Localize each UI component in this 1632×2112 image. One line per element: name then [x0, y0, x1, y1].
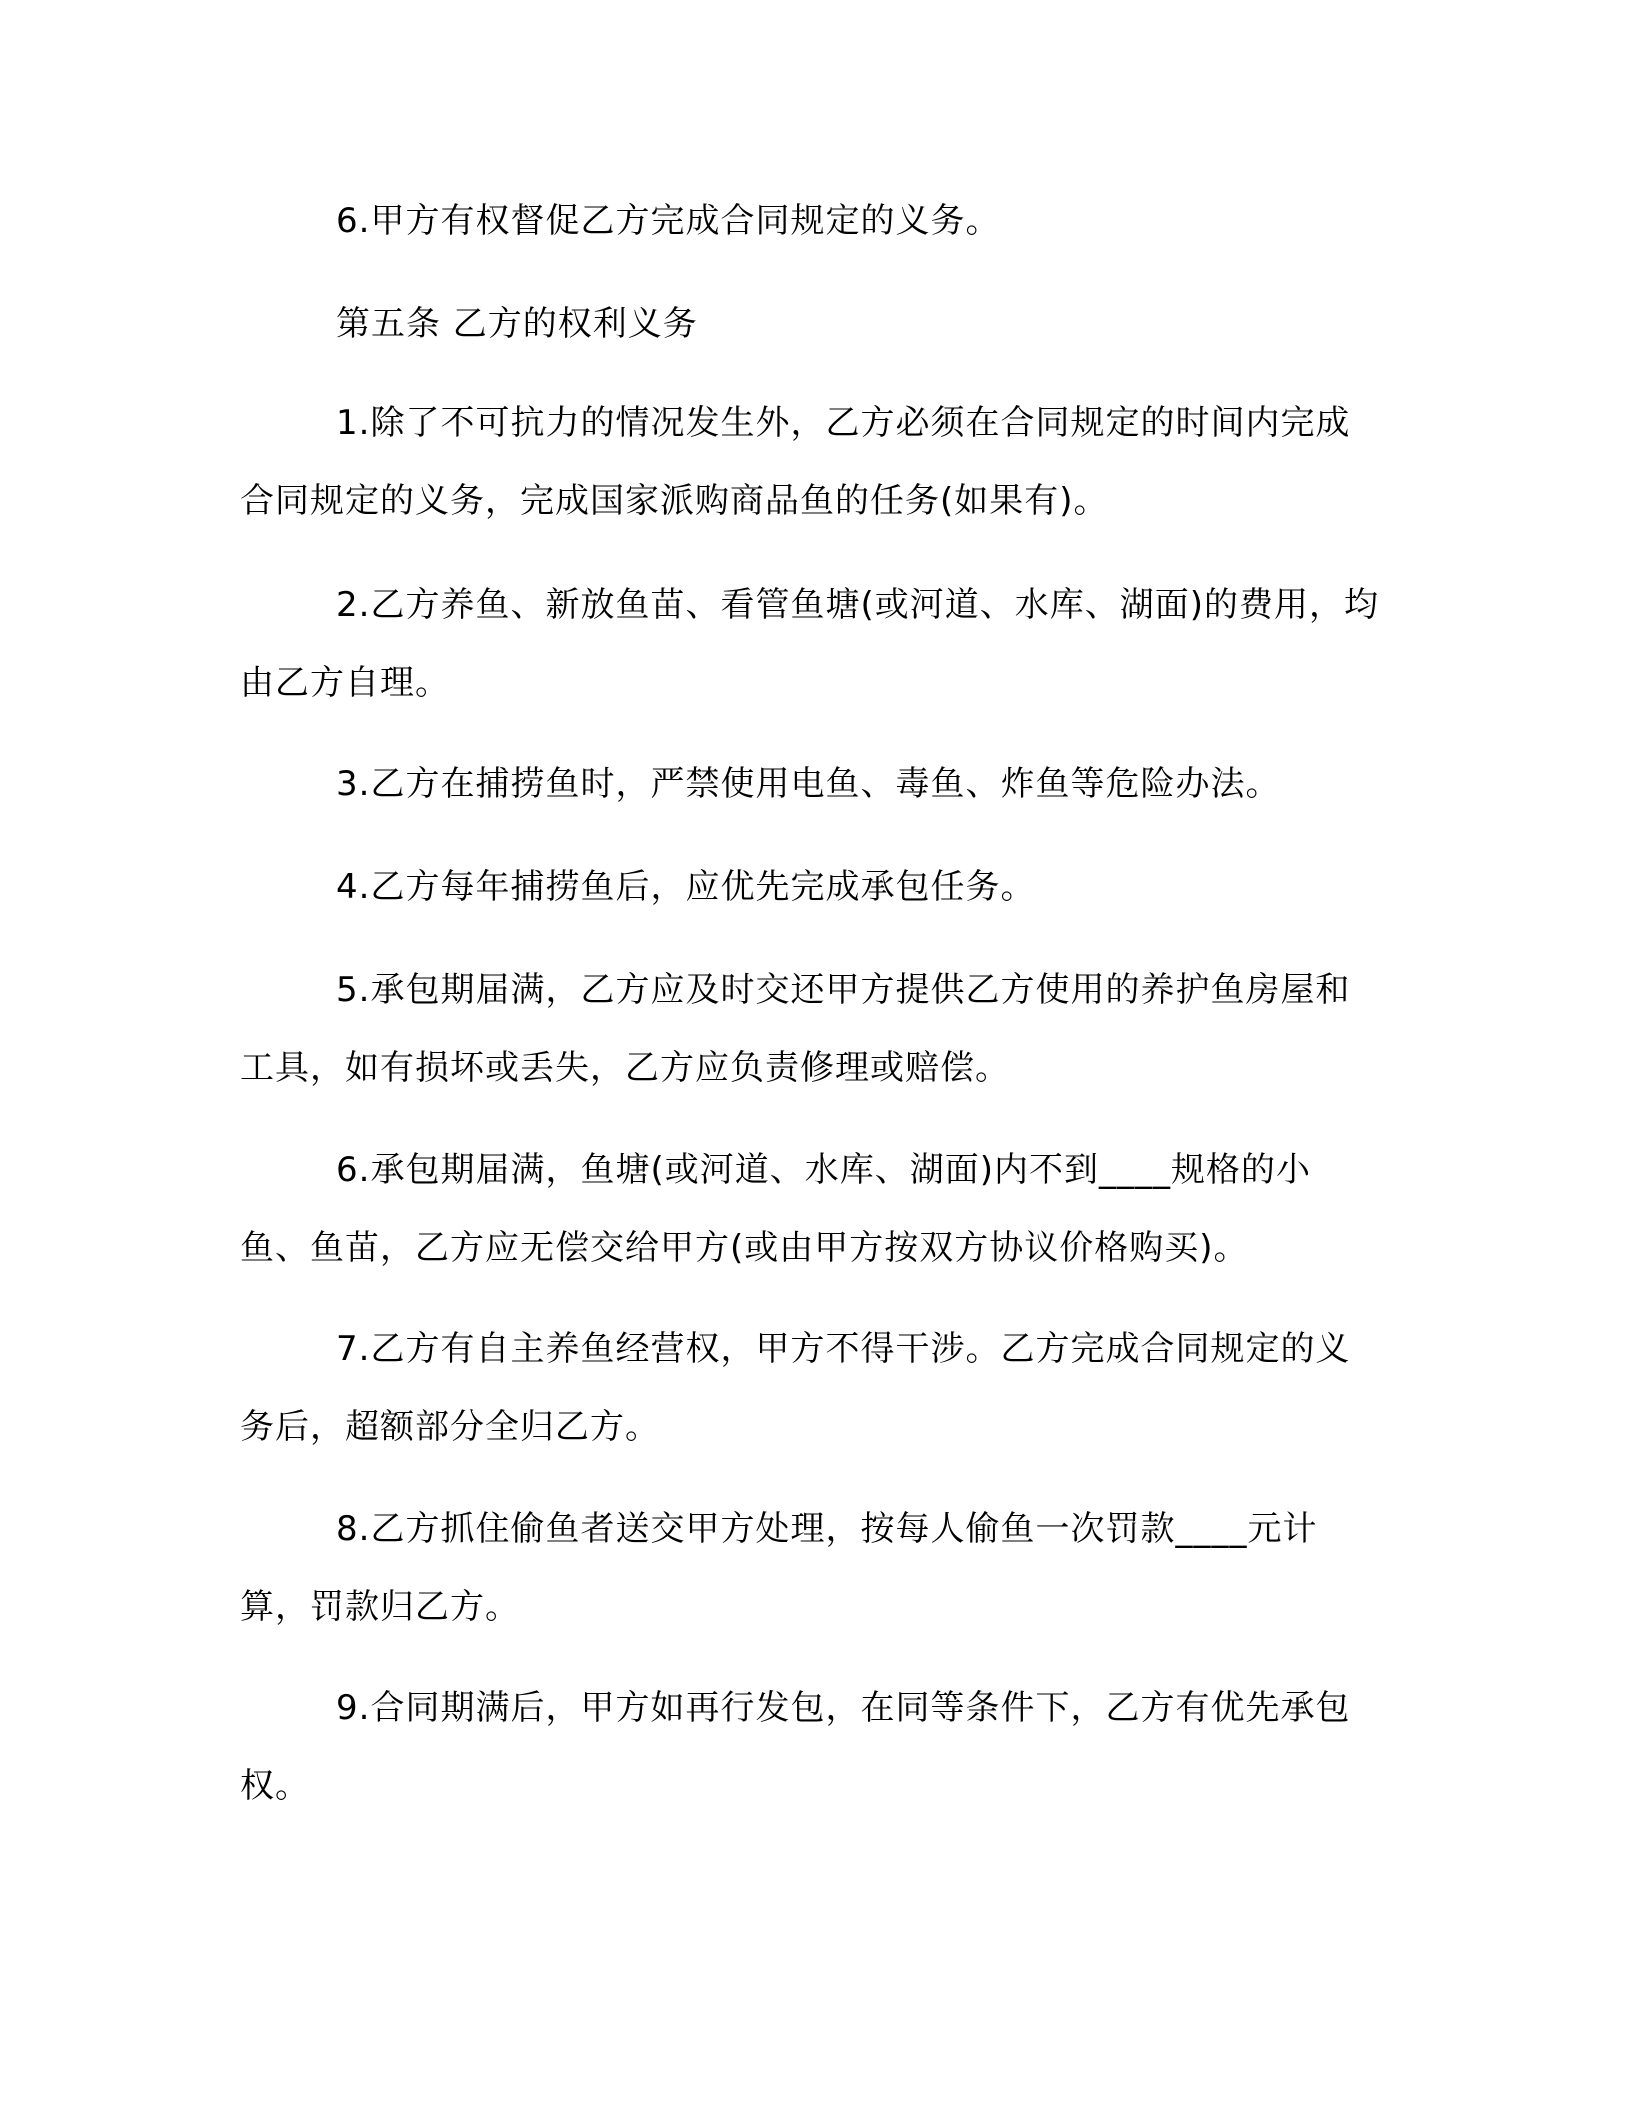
- paragraph-b6: 6.承包期届满，鱼塘(或河道、水库、湖面)内不到____规格的小鱼、鱼苗，乙方应无偿交给甲方(或由甲方按双方协议价格购买)。: [240, 1150, 1311, 1268]
- paragraph-b2: 2.乙方养鱼、新放鱼苗、看管鱼塘(或河道、水库、湖面)的费用，均由乙方自理。: [240, 585, 1379, 703]
- paragraph-b7: 7.乙方有自主养鱼经营权，甲方不得干涉。乙方完成合同规定的义务后，超额部分全归乙方。: [240, 1329, 1351, 1447]
- paragraph-b5: 5.承包期届满，乙方应及时交还甲方提供乙方使用的养护鱼房屋和工具，如有损坏或丢失，乙方应负责修理或赔偿。: [240, 970, 1351, 1088]
- section-heading: 第五条 乙方的权利义务: [336, 304, 698, 344]
- paragraph-b4: 4.乙方每年捕捞鱼后，应优先完成承包任务。: [336, 867, 1036, 907]
- paragraph-b3: 3.乙方在捕捞鱼时，严禁使用电鱼、毒鱼、炸鱼等危险办法。: [336, 764, 1281, 804]
- paragraph-a6: 6.甲方有权督促乙方完成合同规定的义务。: [336, 201, 1001, 241]
- paragraph-b8: 8.乙方抓住偷鱼者送交甲方处理，按每人偷鱼一次罚款____元计算，罚款归乙方。: [240, 1509, 1318, 1627]
- paragraph-b9: 9.合同期满后，甲方如再行发包，在同等条件下，乙方有优先承包权。: [240, 1688, 1351, 1806]
- paragraph-b1: 1.除了不可抗力的情况发生外，乙方必须在合同规定的时间内完成合同规定的义务，完成国家派购商品鱼的任务(如果有)。: [240, 403, 1351, 521]
